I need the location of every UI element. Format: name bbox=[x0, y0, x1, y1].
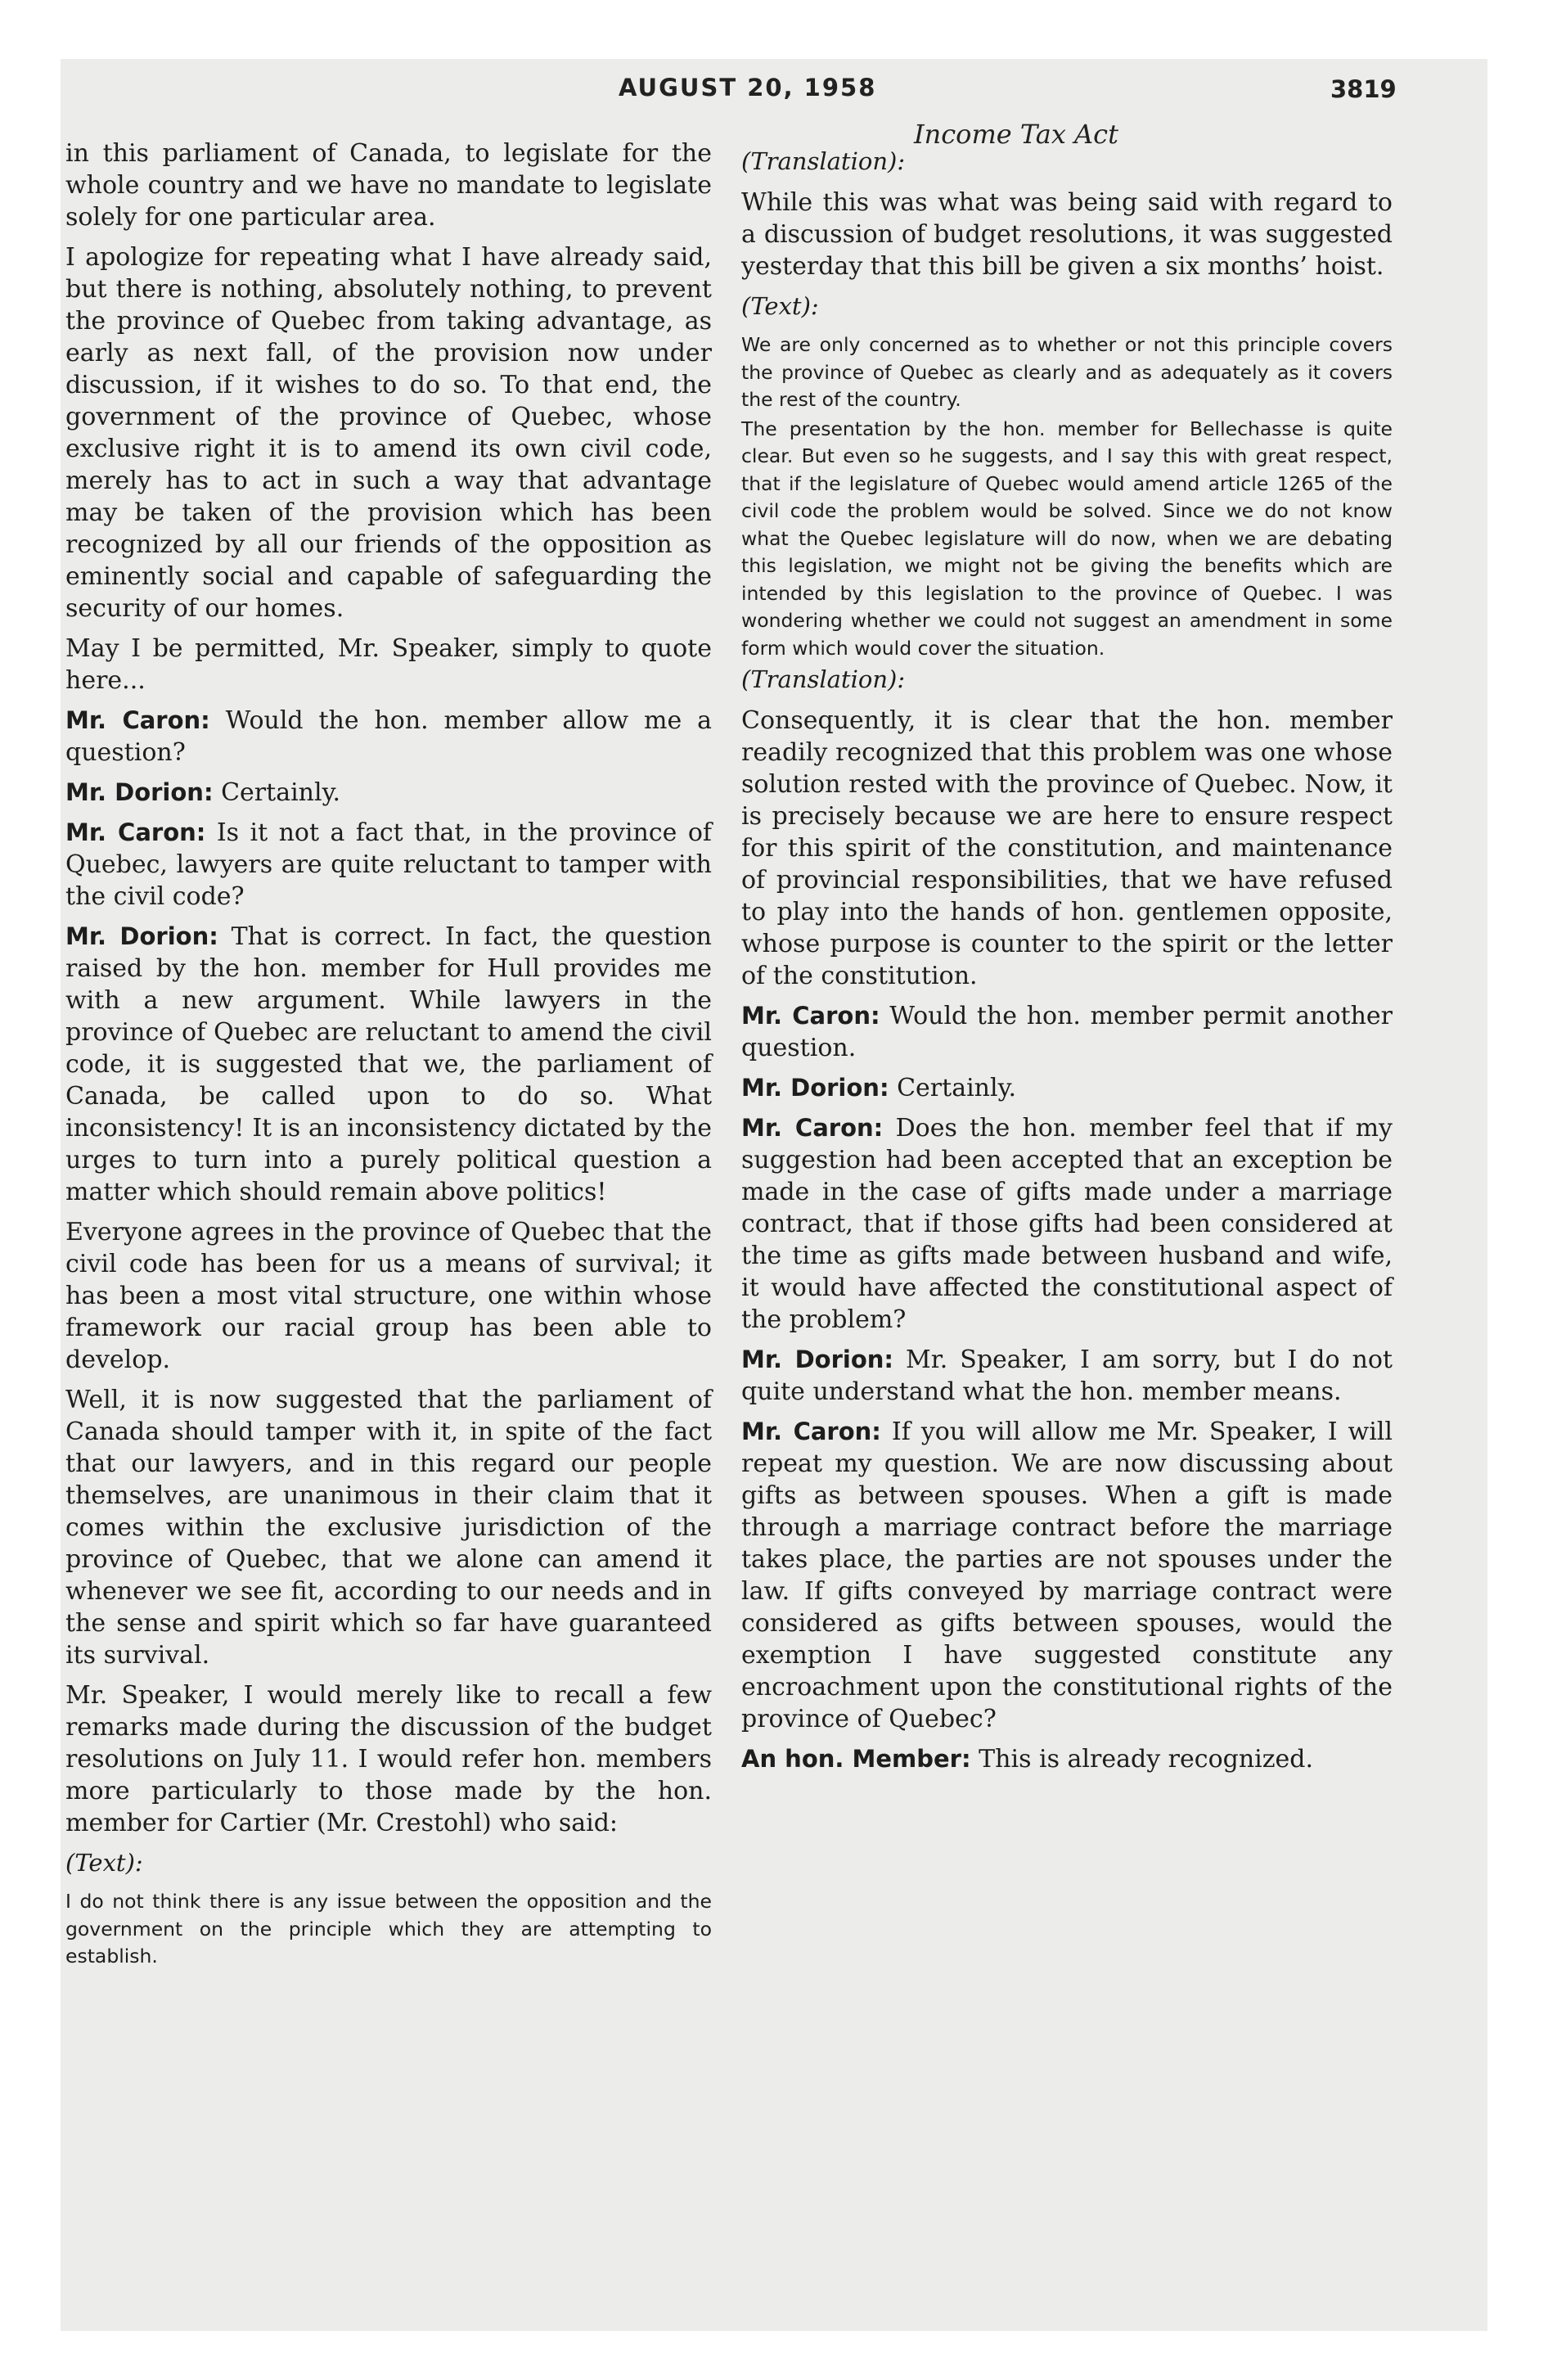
paragraph bbox=[741, 187, 1393, 282]
speaker-name: Mr. Caron: bbox=[65, 706, 210, 734]
quoted-paragraph bbox=[65, 1888, 712, 1971]
speaker-name: Mr. Caron: bbox=[65, 818, 206, 846]
speech-paragraph bbox=[741, 1072, 1393, 1104]
speech-paragraph bbox=[65, 705, 712, 769]
paragraph bbox=[65, 1216, 712, 1376]
translation-label: (Text): bbox=[741, 292, 819, 320]
quoted-paragraph bbox=[741, 331, 1393, 414]
paragraph-text: Would the hon. member allow me a question? bbox=[65, 706, 712, 767]
speech-paragraph bbox=[65, 777, 712, 809]
paragraph bbox=[65, 1679, 712, 1839]
translation-label: (Translation): bbox=[741, 147, 906, 175]
header-date: AUGUST 20, 1958 bbox=[619, 74, 877, 101]
paragraph-text: Consequently, it is clear that the hon. member readily recognized that this problem was one whose solution rested with the province of Quebec. Now, it is precisely because we are here to ensure respect for this spirit of the constitution, and maintenance of provincial responsibilities, that we have refused to play into the hands of hon. gentlemen opposite, whose purpose is counter to the spirit or the letter of the constitution. bbox=[741, 706, 1393, 990]
speech-paragraph bbox=[741, 1743, 1393, 1775]
paragraph-text: Everyone agrees in the province of Quebec that the civil code has been for us a means of survival; it has been a most vital structure, one within whose framework our racial group has been able to develop. bbox=[65, 1218, 712, 1374]
paragraph bbox=[65, 241, 712, 624]
speaker-name: An hon. Member: bbox=[741, 1745, 971, 1773]
paragraph-text: Does the hon. member feel that if my suggestion had been accepted that an exception be made in the case of gifts made under a marriage contract, that if those gifts had been considered at the time as gifts made between husband and wife, it would have affected the constitutional aspect of the problem? bbox=[741, 1114, 1393, 1334]
right-column bbox=[741, 146, 1393, 1783]
speech-paragraph bbox=[741, 1416, 1393, 1735]
paragraph-text: We are only concerned as to whether or not this principle covers the province of Quebec as clearly and as adequately as it covers the rest of the country. bbox=[741, 333, 1393, 411]
paragraph-text: Would the hon. member permit another question. bbox=[741, 1002, 1393, 1062]
paragraph-text: The presentation by the hon. member for Bellechasse is quite clear. But even so he suggests, and I say this with great respect, that if the legislature of Quebec would amend article 1265 of the civil code the problem would be solved. Since we do not know what the Quebec legislature will do now, when we are debating this legislation, we might not be giving the benefits which are intended by this legislation to the province of Quebec. I was wondering whether we could not suggest an amendment in some form which would cover the situation. bbox=[741, 417, 1393, 660]
speech-paragraph bbox=[65, 921, 712, 1208]
speaker-name: Mr. Caron: bbox=[741, 1114, 884, 1142]
translation-label: (Translation): bbox=[741, 665, 906, 693]
paragraph-text: May I be permitted, Mr. Speaker, simply to quote here... bbox=[65, 634, 712, 695]
paragraph-text: Well, it is now suggested that the parliament of Canada should tamper with it, in spite of the fact that our lawyers, and in this regard our people themselves, are unanimous in their claim that it comes within the exclusive jurisdiction of the province of Quebec, that we alone can amend it whenever we see fit, according to our needs and in the sense and spirit which so far have guaranteed its survival. bbox=[65, 1386, 712, 1670]
paragraph-text: This is already recognized. bbox=[979, 1745, 1314, 1774]
speaker-name: Mr. Dorion: bbox=[741, 1346, 893, 1373]
paragraph-text: That is correct. In fact, the question raised by the hon. member for Hull provides me with a new argument. While lawyers in the province of Quebec are reluctant to amend the civil code, it is suggested that we, the parliament of Canada, be called upon to do so. What inconsistency! It is an inconsistency dictated by the urges to turn into a purely political question a matter which should remain above politics! bbox=[65, 922, 712, 1206]
paragraph-text: While this was what was being said with regard to a discussion of budget resolutions, it was suggested yesterday that this bill be given a six months’ hoist. bbox=[741, 188, 1393, 281]
speech-paragraph bbox=[741, 1112, 1393, 1336]
speech-paragraph bbox=[741, 1000, 1393, 1064]
quoted-paragraph bbox=[741, 416, 1393, 663]
paragraph-text: If you will allow me Mr. Speaker, I will repeat my question. We are now discussing about gifts as between spouses. When a gift is made through a marriage contract before the marriage takes place, the parties are not spouses under the law. If gifts conveyed by marriage contract were considered as gifts between spouses, would the exemption I have suggested constitute any encroachment upon the constitutional rights of the province of Quebec? bbox=[741, 1418, 1393, 1733]
left-column bbox=[65, 137, 712, 1972]
speaker-name: Mr. Dorion: bbox=[741, 1074, 889, 1102]
speaker-name: Mr. Dorion: bbox=[65, 922, 218, 950]
speech-paragraph bbox=[65, 817, 712, 913]
section-title: Income Tax Act bbox=[914, 119, 1118, 150]
paragraph-text: Mr. Speaker, I would merely like to recall a few remarks made during the discussion of the budget resolutions on July 11. I would refer hon. members more particularly to those made by the hon. member for Cartier (Mr. Crestohl) who said: bbox=[65, 1681, 712, 1837]
paragraph-text: Certainly. bbox=[221, 778, 341, 807]
speaker-name: Mr. Caron: bbox=[741, 1002, 880, 1030]
paragraph-text: Certainly. bbox=[897, 1074, 1017, 1102]
paragraph-text: Is it not a fact that, in the province of Quebec, lawyers are quite reluctant to tamper with the civil code? bbox=[65, 818, 712, 911]
paragraph-text: in this parliament of Canada, to legislate for the whole country and we have no mandate to legislate solely for one particular area. bbox=[65, 139, 712, 232]
paragraph-text: Mr. Speaker, I am sorry, but I do not quite understand what the hon. member means. bbox=[741, 1346, 1393, 1406]
speaker-name: Mr. Dorion: bbox=[65, 778, 214, 806]
paragraph bbox=[65, 633, 712, 696]
translation-label: (Text): bbox=[65, 1849, 143, 1877]
speech-paragraph bbox=[741, 1344, 1393, 1408]
paragraph bbox=[65, 137, 712, 233]
paragraph-text: I do not think there is any issue between the opposition and the government on the principle which they are attempting to establish. bbox=[65, 1890, 712, 1968]
page-number: 3819 bbox=[1330, 75, 1397, 103]
paragraph bbox=[65, 1384, 712, 1671]
speaker-name: Mr. Caron: bbox=[741, 1418, 881, 1445]
paragraph bbox=[741, 705, 1393, 992]
paragraph-text: I apologize for repeating what I have already said, but there is nothing, absolutely nothing, to prevent the province of Quebec from taking advantage, as early as next fall, of the provision now under discussion, if it wishes to do so. To that end, the government of the province of Quebec, whose exclusive right it is to amend its own civil code, merely has to act in such a way that advantage may be taken of the provision which has been recognized by all our friends of the opposition as eminently social and capable of safeguarding the security of our homes. bbox=[65, 243, 712, 623]
